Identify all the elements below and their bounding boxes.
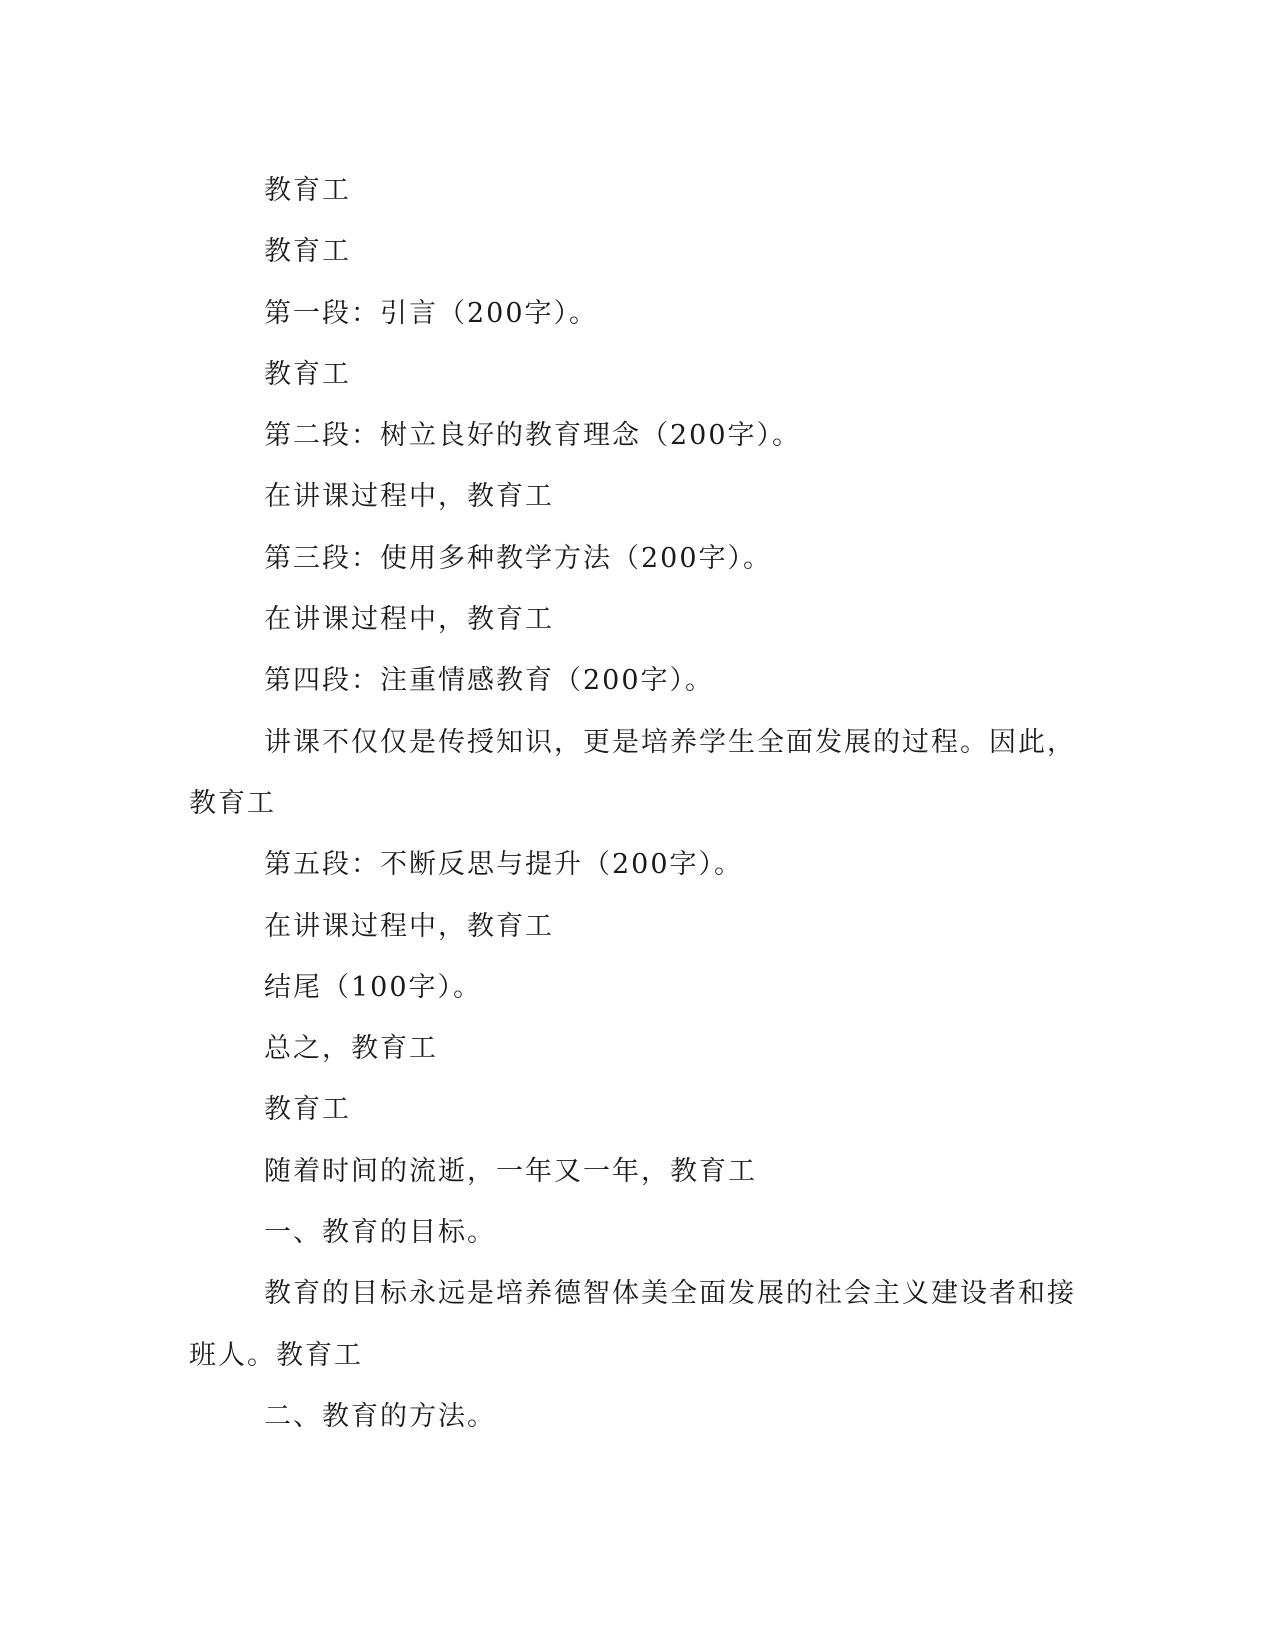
section-heading: 结尾（100字）。 [264,971,483,1003]
paragraph: 在讲课过程中，教育工 [264,604,554,636]
section-heading: 第四段：注重情感教育（200字）。 [264,665,715,697]
section-heading: 第三段：使用多种教学方法（200字）。 [264,542,773,574]
paragraph: 讲课不仅仅是传授知识，更是培养学生全面发展的过程。因此，教育工 [189,726,1076,819]
paragraph: 教育工 [264,175,351,206]
section-heading: 第五段：不断反思与提升（200字）。 [264,849,744,881]
section-heading: 第二段：树立良好的教育理念（200字）。 [264,420,802,452]
section-heading: 第一段：引言（200字）。 [264,297,599,329]
section-heading: 一、教育的目标。 [264,1217,496,1249]
paragraph: 教育工 [264,236,351,268]
section-heading: 二、教育的方法。 [264,1400,496,1432]
paragraph: 教育工 [264,358,351,390]
paragraph: 在讲课过程中，教育工 [264,910,554,942]
paragraph: 随着时间的流逝，一年又一年，教育工 [264,1155,757,1187]
paragraph: 教育工 [264,1094,351,1126]
paragraph: 总之，教育工 [264,1033,438,1065]
paragraph: 教育的目标永远是培养德智体美全面发展的社会主义建设者和接班人。教育工 [189,1278,1076,1371]
paragraph: 在讲课过程中，教育工 [264,481,554,513]
document-body [189,160,1089,1447]
